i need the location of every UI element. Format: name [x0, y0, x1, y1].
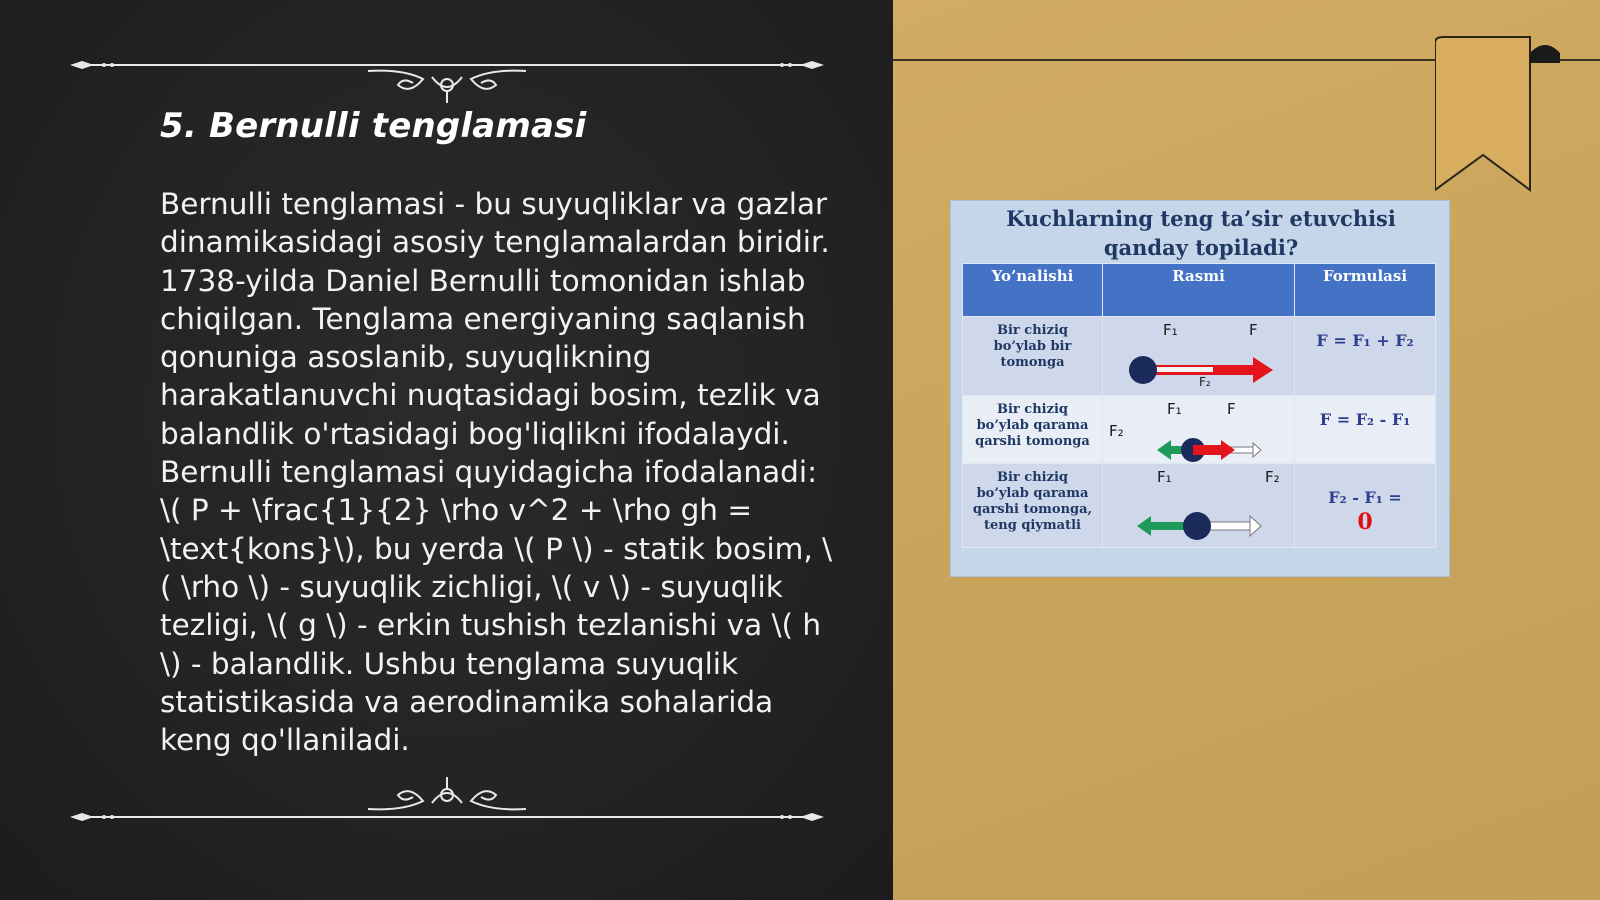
column-header: Rasmi — [1103, 264, 1295, 317]
body-line: chiqilgan. Tenglama energiyaning saqlanish — [160, 301, 806, 336]
direction-line: teng qiymatli — [984, 518, 1081, 533]
force-label: F₂ — [1109, 422, 1124, 440]
body-line: tezligi, \( g \) - erkin tushish tezlanishi va \( h — [160, 608, 822, 643]
body-line: dinamikasidagi asosiy tenglamalardan biridir. — [160, 225, 830, 260]
force-label: F₁ — [1157, 468, 1172, 486]
formula-text: F = F₂ - F₁ — [1319, 410, 1411, 429]
body-line: 1738-yilda Daniel Bernulli tomonidan ishlab — [160, 263, 806, 298]
body-line: \( P + \frac{1}{2} \rho v^2 + \rho gh = — [160, 493, 753, 528]
force-label: F₁ — [1167, 400, 1182, 418]
table-row — [963, 464, 1436, 548]
table-row — [963, 396, 1436, 464]
force-label: F₂ — [1199, 375, 1211, 389]
slide-title: 5. Bernulli tenglamasi — [160, 106, 587, 146]
formula-text: F = F₁ + F₂ — [1316, 331, 1414, 350]
table-row — [963, 317, 1436, 396]
column-header: Yo’nalishi — [963, 264, 1103, 317]
body-line: balandlik o'rtasidagi bog'liqlikni ifodalaydi. — [160, 416, 790, 451]
force-picture-cell — [1103, 317, 1295, 396]
direction-cell — [963, 464, 1103, 548]
ornament-flourish-icon — [68, 55, 826, 105]
direction-line: Bir chiziq — [996, 470, 1069, 485]
force-picture-cell — [1103, 396, 1295, 464]
figure-title-line: qanday topiladi? — [1103, 235, 1299, 260]
force-label: F — [1227, 400, 1236, 418]
column-header: Formulasi — [1295, 264, 1436, 317]
direction-cell — [963, 317, 1103, 396]
body-line: \) - balandlik. Ushbu tenglama suyuqlik — [160, 646, 739, 681]
forces-figure — [950, 200, 1450, 577]
body-line: keng qo'llaniladi. — [160, 723, 410, 758]
body-paragraph — [160, 185, 850, 759]
formula-cell — [1295, 317, 1436, 396]
forces-table — [962, 263, 1436, 548]
body-line: ( \rho \) - suyuqlik zichligi, \( v \) - suyuqlik — [160, 569, 783, 604]
direction-line: Bir chiziq — [996, 323, 1069, 338]
body-line: statistikasida va aerodinamika sohalarida — [160, 684, 774, 719]
force-picture-cell — [1103, 464, 1295, 548]
formula-cell — [1295, 464, 1436, 548]
body-line: Bernulli tenglamasi quyidagicha ifodalanadi: — [160, 455, 818, 490]
body-line: harakatlanuvchi nuqtasidagi bosim, tezlik va — [160, 378, 821, 413]
force-label: F₂ — [1265, 468, 1280, 486]
direction-line: qarshi tomonga — [975, 434, 1090, 449]
direction-line: Bir chiziq — [996, 402, 1069, 417]
direction-cell — [963, 396, 1103, 464]
direction-line: bo’ylab qarama — [976, 418, 1089, 433]
direction-line: qarshi tomonga, — [972, 502, 1093, 517]
formula-result: 0 — [1357, 509, 1373, 535]
body-line: qonuniga asoslanib, suyuqlikning — [160, 340, 652, 375]
direction-line: bo’ylab qarama — [976, 486, 1089, 501]
direction-line: tomonga — [1000, 355, 1065, 370]
figure-title — [951, 204, 1451, 262]
figure-title-line: Kuchlarning teng ta’sir etuvchisi — [1006, 206, 1396, 231]
force-label: F — [1249, 321, 1258, 339]
formula-text: F₂ - F₁ = — [1328, 488, 1402, 507]
direction-line: bo’ylab bir — [993, 339, 1072, 354]
formula-cell — [1295, 396, 1436, 464]
bookmark-ribbon-icon — [1435, 35, 1600, 200]
opposite-direction-arrows-icon — [1103, 396, 1295, 464]
ornament-flourish-icon — [68, 775, 826, 825]
force-label: F₁ — [1163, 321, 1178, 339]
body-line: \text{kons}\), bu yerda \( P \) - statik bosim, \ — [160, 531, 833, 566]
table-header-row — [963, 264, 1436, 317]
body-line: Bernulli tenglamasi - bu suyuqliklar va gazlar — [160, 187, 828, 221]
